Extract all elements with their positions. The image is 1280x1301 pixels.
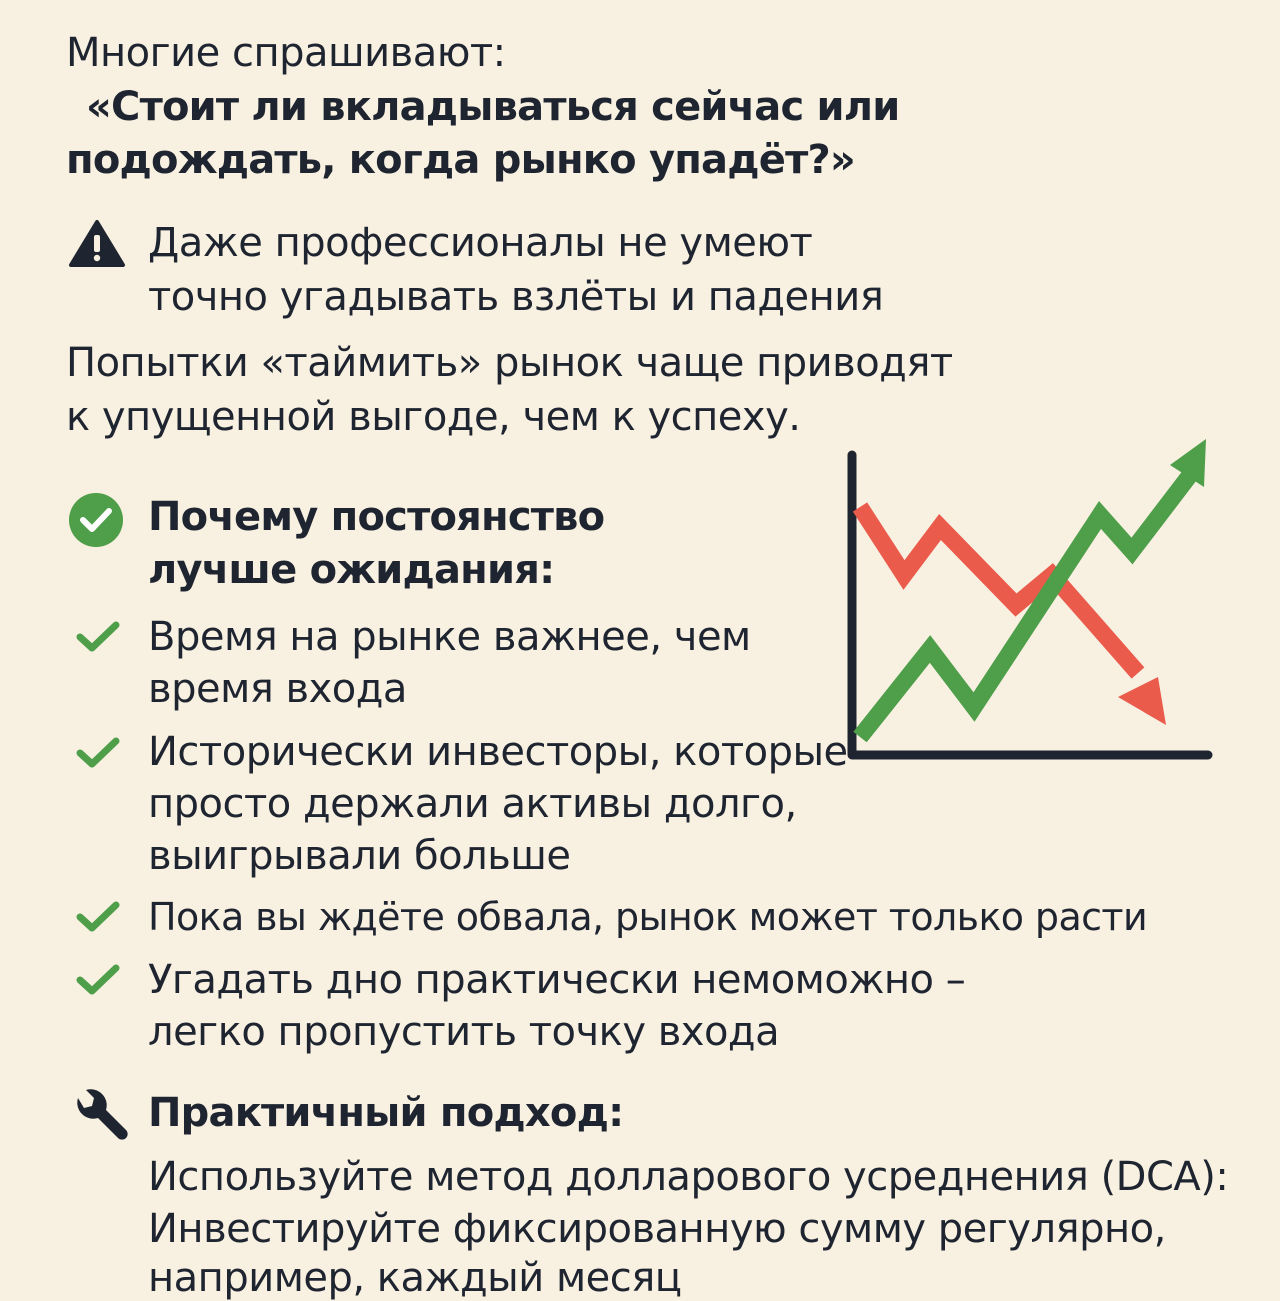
why-item-3-line-1: Пока вы ждёте обвала, рынок может только расти [148, 895, 1148, 939]
check-circle-icon [68, 492, 124, 548]
question-line-1: «Стоит ли вкладываться сейчас или [86, 84, 900, 130]
why-item-4-line-1: Угадать дно практически немоможно – [148, 957, 966, 1003]
question-line-2: подождать, когда рынко упадёт?» [66, 137, 855, 183]
check-icon [76, 736, 120, 770]
intro-text: Многие спрашивают: [66, 30, 506, 76]
market-trend-illustration [840, 435, 1220, 775]
why-item-2-line-2: просто держали активы долго, [148, 781, 797, 827]
timing-line-1: Попытки «таймить» рынок чаще приводят [66, 340, 953, 386]
why-title-line-2: лучше ожидания: [148, 547, 555, 593]
timing-line-2: к упущенной выгоде, чем к успеху. [66, 394, 801, 440]
wrench-icon [70, 1084, 130, 1144]
warning-line-2: точно угадывать взлёты и падения [148, 274, 884, 320]
warning-icon [68, 219, 126, 269]
why-item-1-line-2: время входа [148, 666, 407, 712]
why-item-2-line-1: Исторически инвесторы, которые [148, 729, 848, 775]
check-icon [76, 963, 120, 997]
practical-line-3: например, каждый месяц [148, 1255, 682, 1301]
why-item-1-line-1: Время на рынке важнее, чем [148, 614, 751, 660]
practical-title: Практичный подход: [148, 1090, 624, 1136]
why-item-2-line-3: выигрывали больше [148, 833, 571, 879]
practical-line-3-clipped [148, 1255, 682, 1301]
warning-line-1: Даже профессионалы не умеют [148, 220, 813, 266]
red-arrow-head [1118, 677, 1166, 725]
practical-line-2: Инвестируйте фиксированную сумму регулярно, [148, 1206, 1166, 1252]
why-title-line-1: Почему постоянство [148, 494, 605, 540]
practical-line-1: Используйте метод долларового усреднения (DCA): [148, 1154, 1229, 1200]
check-icon [76, 620, 120, 654]
why-item-4-line-2: легко пропустить точку входа [148, 1009, 780, 1055]
check-icon [76, 900, 120, 934]
